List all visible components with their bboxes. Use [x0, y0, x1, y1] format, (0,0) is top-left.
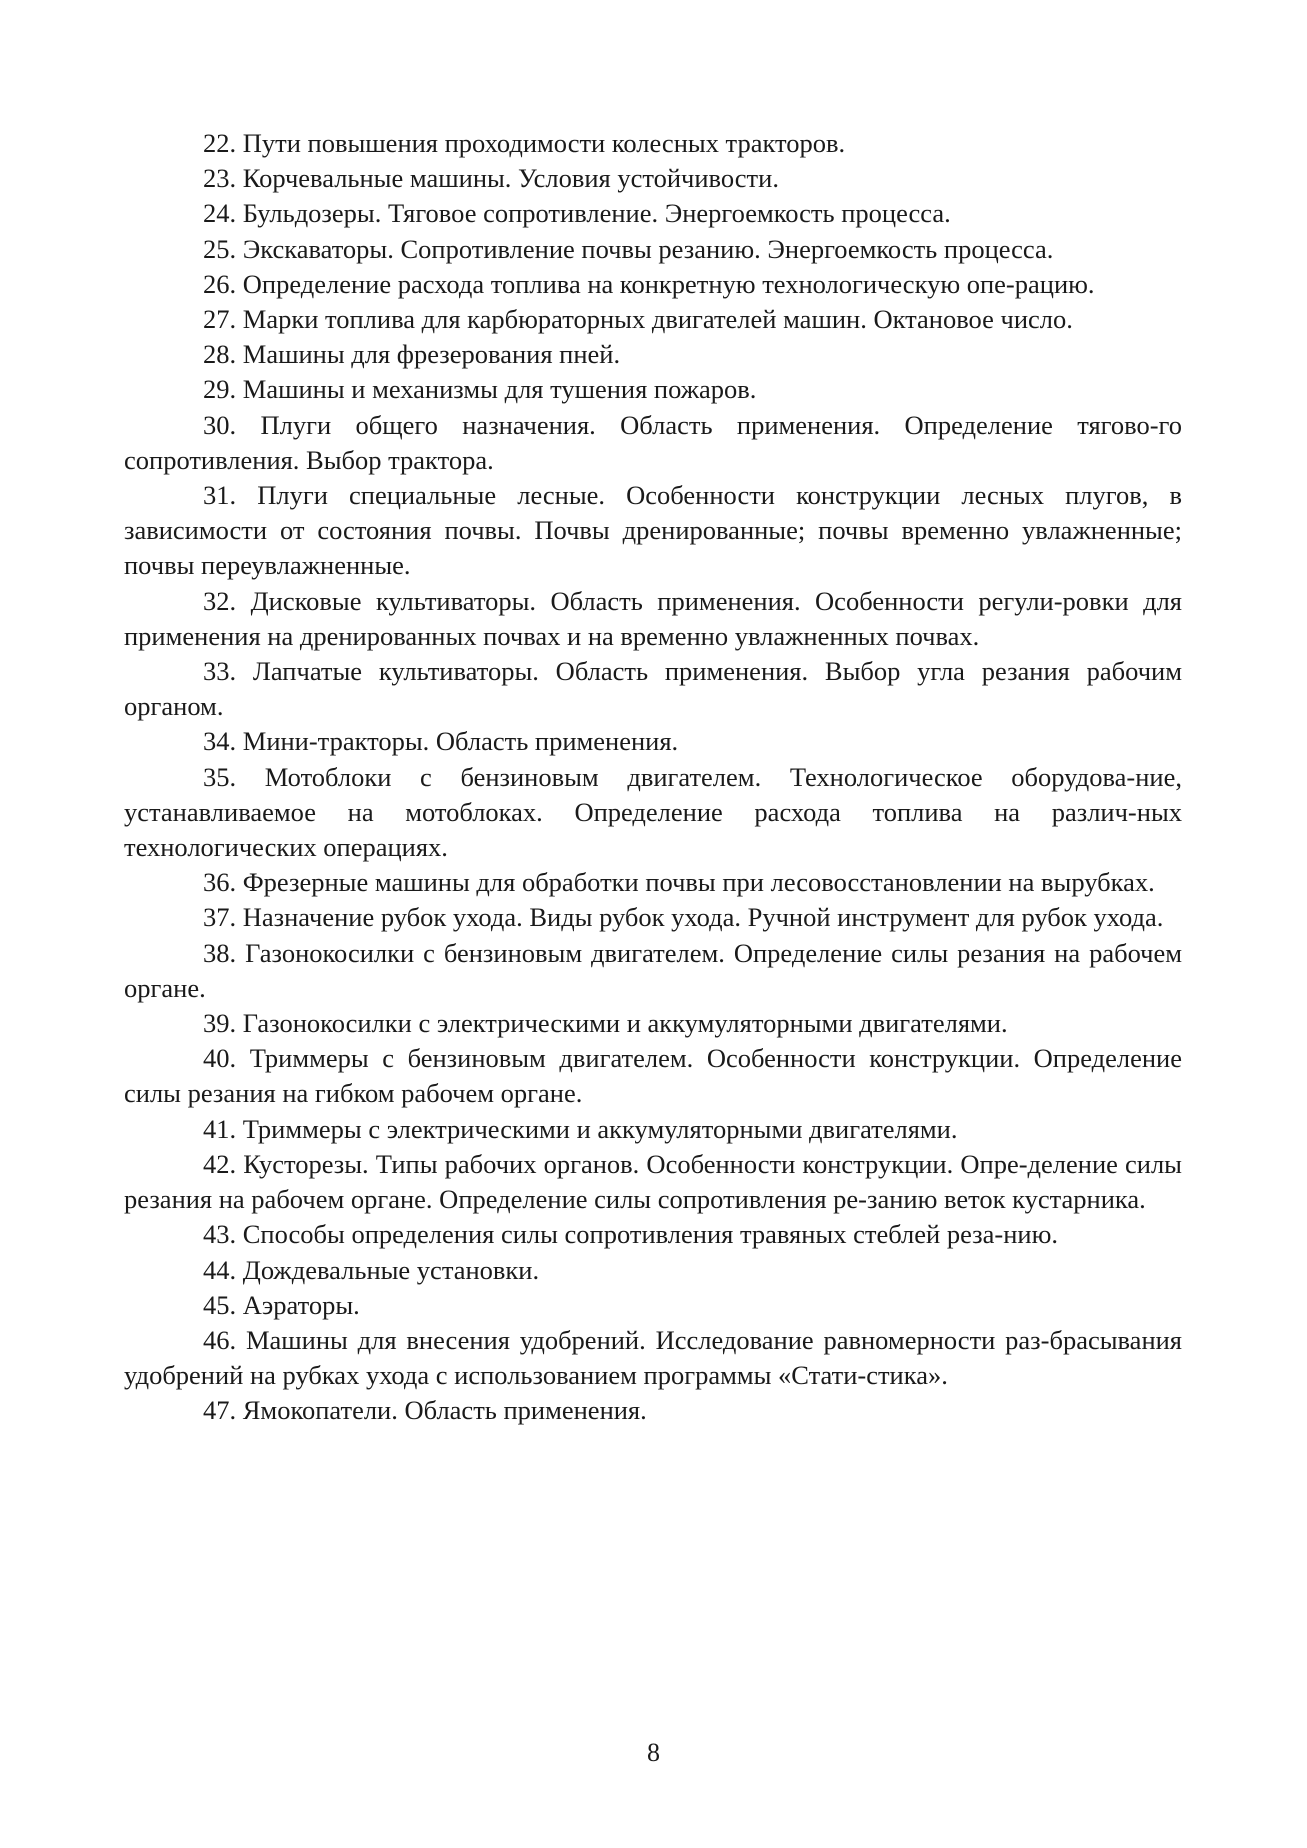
- list-item: 31. Плуги специальные лесные. Особенности конструкции лесных плугов, в зависимости от состояния почвы. Почвы дренированные; почвы временно увлажненные; почвы переувлажненные.: [124, 480, 1182, 581]
- list-item: 22. Пути повышения проходимости колесных тракторов.: [203, 128, 846, 158]
- list-item: 23. Корчевальные машины. Условия устойчивости.: [203, 163, 779, 194]
- page-number: 8: [647, 1738, 660, 1767]
- list-item: 38. Газонокосилки с бензиновым двигателем. Определение силы резания на рабочем органе.: [124, 937, 1182, 1003]
- list-item: 39. Газонокосилки с электрическими и аккумуляторными двигателями.: [203, 1008, 1008, 1039]
- list-item: 29. Машины и механизмы для тушения пожаров.: [203, 374, 757, 405]
- question-list: [124, 126, 1182, 1429]
- list-item: 43. Способы определения силы сопротивления травяных стеблей реза-нию.: [203, 1219, 1059, 1250]
- list-item: 42. Кусторезы. Типы рабочих органов. Особенности конструкции. Опре-деление силы резания на рабочем органе. Определение силы сопротивления ре-занию веток кустарника.: [124, 1148, 1182, 1215]
- list-item: 37. Назначение рубок ухода. Виды рубок ухода. Ручной инструмент для рубок ухода.: [203, 902, 1164, 933]
- list-item: 41. Триммеры с электрическими и аккумуляторными двигателями.: [203, 1113, 958, 1144]
- list-item: 45. Аэраторы.: [203, 1289, 360, 1320]
- list-item: 40. Триммеры с бензиновым двигателем. Особенности конструкции. Определение силы резания на гибком рабочем органе.: [124, 1043, 1182, 1109]
- list-item: 26. Определение расхода топлива на конкретную технологическую опе-рацию.: [203, 268, 1095, 299]
- list-item: 47. Ямокопатели. Область применения.: [203, 1395, 647, 1426]
- list-item: 32. Дисковые культиваторы. Область применения. Особенности регули-ровки для применения на дренированных почвах и на временно увлажненных почвах.: [124, 585, 1182, 651]
- list-item: 46. Машины для внесения удобрений. Исследование равномерности раз-брасывания удобрений на рубках ухода с использованием программы «Стати-стика».: [124, 1324, 1182, 1391]
- list-item: 44. Дождевальные установки.: [203, 1254, 540, 1285]
- list-item: 24. Бульдозеры. Тяговое сопротивление. Энергоемкость процесса.: [203, 198, 951, 229]
- list-item: 33. Лапчатые культиваторы. Область применения. Выбор угла резания рабочим органом.: [124, 656, 1182, 722]
- list-item: 28. Машины для фрезерования пней.: [203, 339, 621, 370]
- list-item: 36. Фрезерные машины для обработки почвы при лесовосстановлении на вырубках.: [203, 867, 1155, 898]
- list-item: 34. Мини-тракторы. Область применения.: [203, 726, 679, 757]
- list-item: 27. Марки топлива для карбюраторных двигателей машин. Октановое число.: [203, 304, 1073, 335]
- list-item: 30. Плуги общего назначения. Область применения. Определение тягово-го сопротивления. Выбор трактора.: [124, 409, 1182, 475]
- list-item: 35. Мотоблоки с бензиновым двигателем. Технологическое оборудова-ние, устанавливаемое на мотоблоках. Определение расхода топлива на различ-ных технологических операциях.: [124, 761, 1182, 863]
- list-item: 25. Экскаваторы. Сопротивление почвы резанию. Энергоемкость процесса.: [203, 233, 1054, 264]
